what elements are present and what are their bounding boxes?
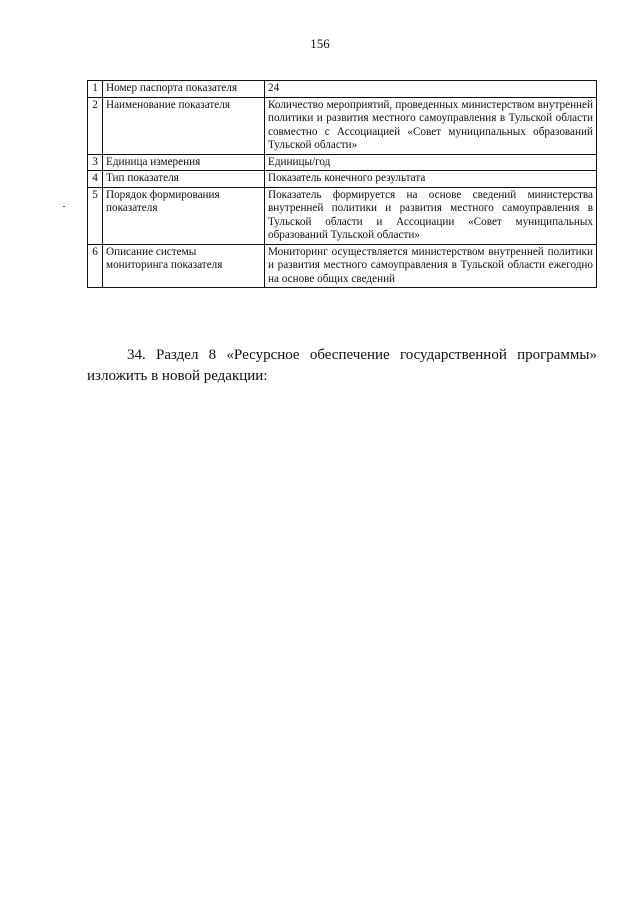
row-name: Номер паспорта показателя bbox=[103, 81, 265, 98]
page-number: 156 bbox=[310, 36, 330, 51]
row-value: Показатель формируется на основе сведений министерства внутренней политики и развития местного самоуправления в Тульской области и Ассоциации «Совет муниципальных образований Тульской области» bbox=[265, 187, 597, 244]
table-row bbox=[88, 154, 597, 171]
row-name: Тип показателя bbox=[103, 171, 265, 188]
table-row bbox=[88, 244, 597, 288]
table-row bbox=[88, 97, 597, 154]
row-number: 4 bbox=[88, 171, 103, 188]
row-name: Описание системы мониторинга показателя bbox=[103, 244, 265, 288]
table-row bbox=[88, 187, 597, 244]
row-number: 3 bbox=[88, 154, 103, 171]
row-value: Показатель конечного результата bbox=[265, 171, 597, 188]
row-value: Количество мероприятий, проведенных министерством внутренней политики и развития местного самоуправления в Тульской области совместно с Ассоциацией «Совет муниципальных образований Тульской области» bbox=[265, 97, 597, 154]
row-number: 2 bbox=[88, 97, 103, 154]
table-row bbox=[88, 81, 597, 98]
section-paragraph: 34. Раздел 8 «Ресурсное обеспечение государственной программы» изложить в новой редакции: bbox=[87, 347, 597, 384]
row-value: Единицы/год bbox=[265, 154, 597, 171]
row-number: 6 bbox=[88, 244, 103, 288]
indicator-passport-table bbox=[87, 80, 597, 288]
row-number: 5 bbox=[88, 187, 103, 244]
row-name: Единица измерения bbox=[103, 154, 265, 171]
scan-speck bbox=[63, 206, 65, 207]
row-name: Наименование показателя bbox=[103, 97, 265, 154]
row-number: 1 bbox=[88, 81, 103, 98]
row-value: 24 bbox=[265, 81, 597, 98]
row-name: Порядок формирования показателя bbox=[103, 187, 265, 244]
table-row bbox=[88, 171, 597, 188]
row-value: Мониторинг осуществляется министерством внутренней политики и развития местного самоуправления в Тульской области ежегодно на основе общих сведений bbox=[265, 244, 597, 288]
